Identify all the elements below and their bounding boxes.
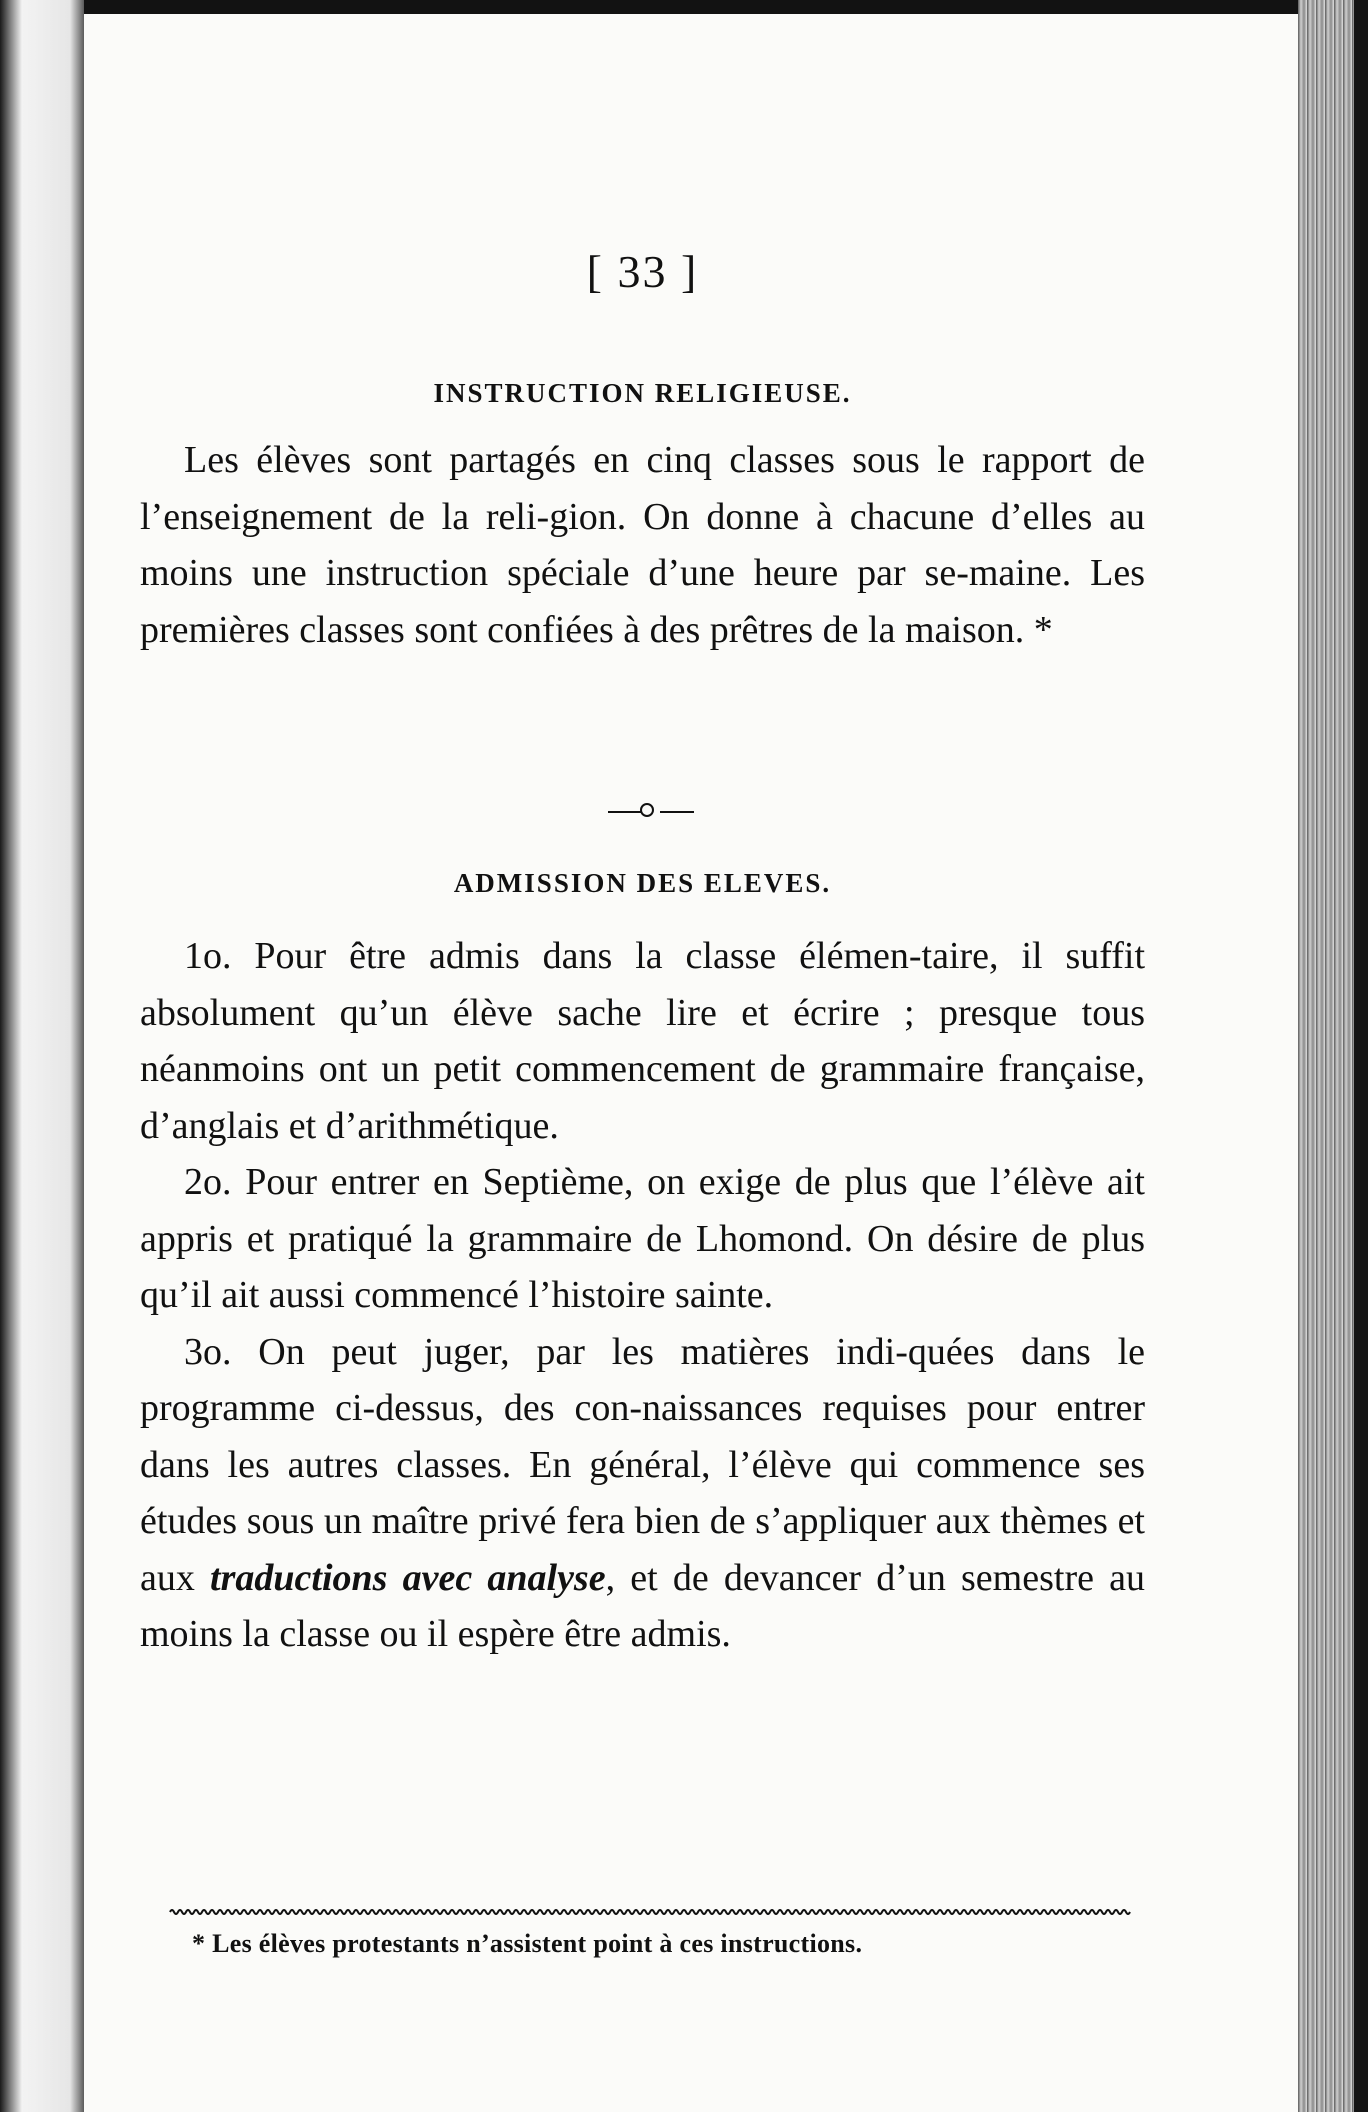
section-heading-religious-instruction: INSTRUCTION RELIGIEUSE.: [433, 378, 852, 408]
footnote-rule: [140, 1905, 1145, 1919]
section-body-admission: [140, 928, 1145, 1663]
page-number: [ 33 ]: [586, 246, 699, 297]
left-page-edge: [0, 0, 84, 2112]
section-heading-admission: ADMISSION DES ELEVES.: [453, 868, 832, 898]
footnote: * Les élèves protestants n’assistent point à ces instructions.: [192, 1929, 863, 1958]
section-divider-ornament: [140, 800, 1145, 824]
emphasized-text: traductions avec analyse: [210, 1556, 606, 1599]
divider-line: [608, 811, 642, 813]
page-stack-edge: [1298, 0, 1368, 2112]
section-body-religious-instruction: [140, 432, 1145, 658]
divider-circle: [640, 803, 654, 817]
paragraph-text: 3o. On peut juger, par les matières indi-quées dans le programme ci-dessus, des con-naissances requises pour entrer dans les autres classes. En général, l’élève qui commence ses études sous un maître privé fera bien de s’appliquer aux thèmes et aux: [140, 1330, 1145, 1599]
paragraph: Les élèves sont partagés en cinq classes sous le rapport de l’enseignement de la reli-gion. On donne à chacune d’elles au moins une instruction spéciale d’une heure par se-maine. Les premières classes sont confiées à des prêtres de la maison. *: [140, 439, 1145, 651]
paragraph-text: , et de devancer d’un semestre au moins la classe ou il espère être admis.: [140, 1556, 1145, 1655]
paragraph: 1o. Pour être admis dans la classe élémen-taire, il suffit absolument qu’un élève sache lire et écrire ; presque tous néanmoins ont un petit commencement de grammaire française, d’anglais et d’arithmétique.: [140, 935, 1145, 1147]
divider-line: [660, 811, 694, 813]
paragraph: 2o. Pour entrer en Septième, on exige de plus que l’élève ait appris et pratiqué la grammaire de Lhomond. On désire de plus qu’il ait aussi commencé l’histoire sainte.: [140, 1161, 1145, 1316]
page-text: [140, 0, 1145, 2112]
paragraph: [140, 1324, 1145, 1663]
